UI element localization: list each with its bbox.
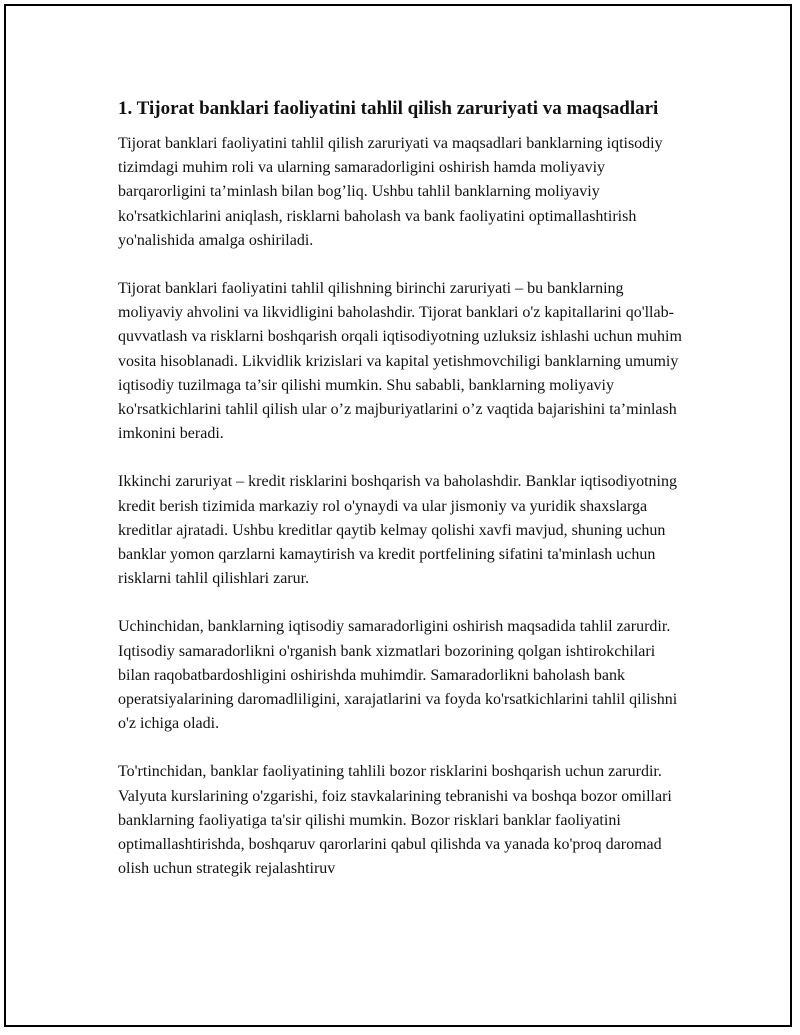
paragraph-1: Tijorat banklari faoliyatini tahlil qilish zaruriyati va maqsadlari banklarning iqtisodiy tizimdagi muhim roli va ularning samaradorligini oshirish hamda moliyaviy barqarorligini ta’minlash bilan bog’liq. Ushbu tahlil banklarning moliyaviy ko'rsatkichlarini aniqlash, risklarni baholash va bank faoliyatini optimallashtirish yo'nalishida amalga oshiriladi. xyxy=(118,135,663,249)
document-body xyxy=(118,95,690,905)
section-heading: 1. Tijorat banklari faoliyatini tahlil qilish zaruriyati va maqsadlari xyxy=(118,98,659,119)
paragraph-5: To'rtinchidan, banklar faoliyatining tahlili bozor risklarini boshqarish uchun zarurdir. Valyuta kurslarining o'zgarishi, foiz stavkalarining tebranishi va boshqa bozor omillari banklarning faoliyatiga ta'sir qilishi mumkin. Bozor risklari banklar faoliyatini optimallashtirishda, boshqaruv qarorlarini qabul qilishda va yanada ko'proq daromad olish uchun strategik rejalashtiruv xyxy=(118,763,672,878)
paragraph-2: Tijorat banklari faoliyatini tahlil qilishning birinchi zaruriyati – bu banklarning moliyaviy ahvolini va likvidligini baholashdir. Tijorat banklari o'z kapitallarini qo'llab-quvvatlash va risklarni boshqarish orqali iqtisodiyotning uzluksiz ishlashi uchun muhim vosita hisoblanadi. Likvidlik krizislari va kapital yetishmovchiligi banklarning umumiy iqtisodiy tuzilmaga ta’sir qilishi mumkin. Shu sababli, banklarning moliyaviy ko'rsatkichlarini tahlil qilish ular o’z majburiyatlarini o’z vaqtida bajarishini ta’minlash imkonini beradi. xyxy=(118,280,682,443)
paragraph-4: Uchinchidan, banklarning iqtisodiy samaradorligini oshirish maqsadida tahlil zarurdir. Iqtisodiy samaradorlikni o'rganish bank xizmatlari bozorining qolgan ishtirokchilari bilan raqobatbardoshligini oshirishda muhimdir. Samaradorlikni baholash bank operatsiyalarining daromadliligini, xarajatlarini va foyda ko'rsatkichlarini tahlil qilishni o'z ichiga oladi. xyxy=(118,618,678,733)
paragraph-3: Ikkinchi zaruriyat – kredit risklarini boshqarish va baholashdir. Banklar iqtisodiyotning kredit berish tizimida markaziy rol o'ynaydi va ular jismoniy va yuridik shaxslarga kreditlar ajratadi. Ushbu kreditlar qaytib kelmay qolishi xavfi mavjud, shuning uchun banklar yomon qarzlarni kamaytirish va kredit portfelining sifatini ta'minlash uchun risklarni tahlil qilishlari zarur. xyxy=(118,473,677,588)
